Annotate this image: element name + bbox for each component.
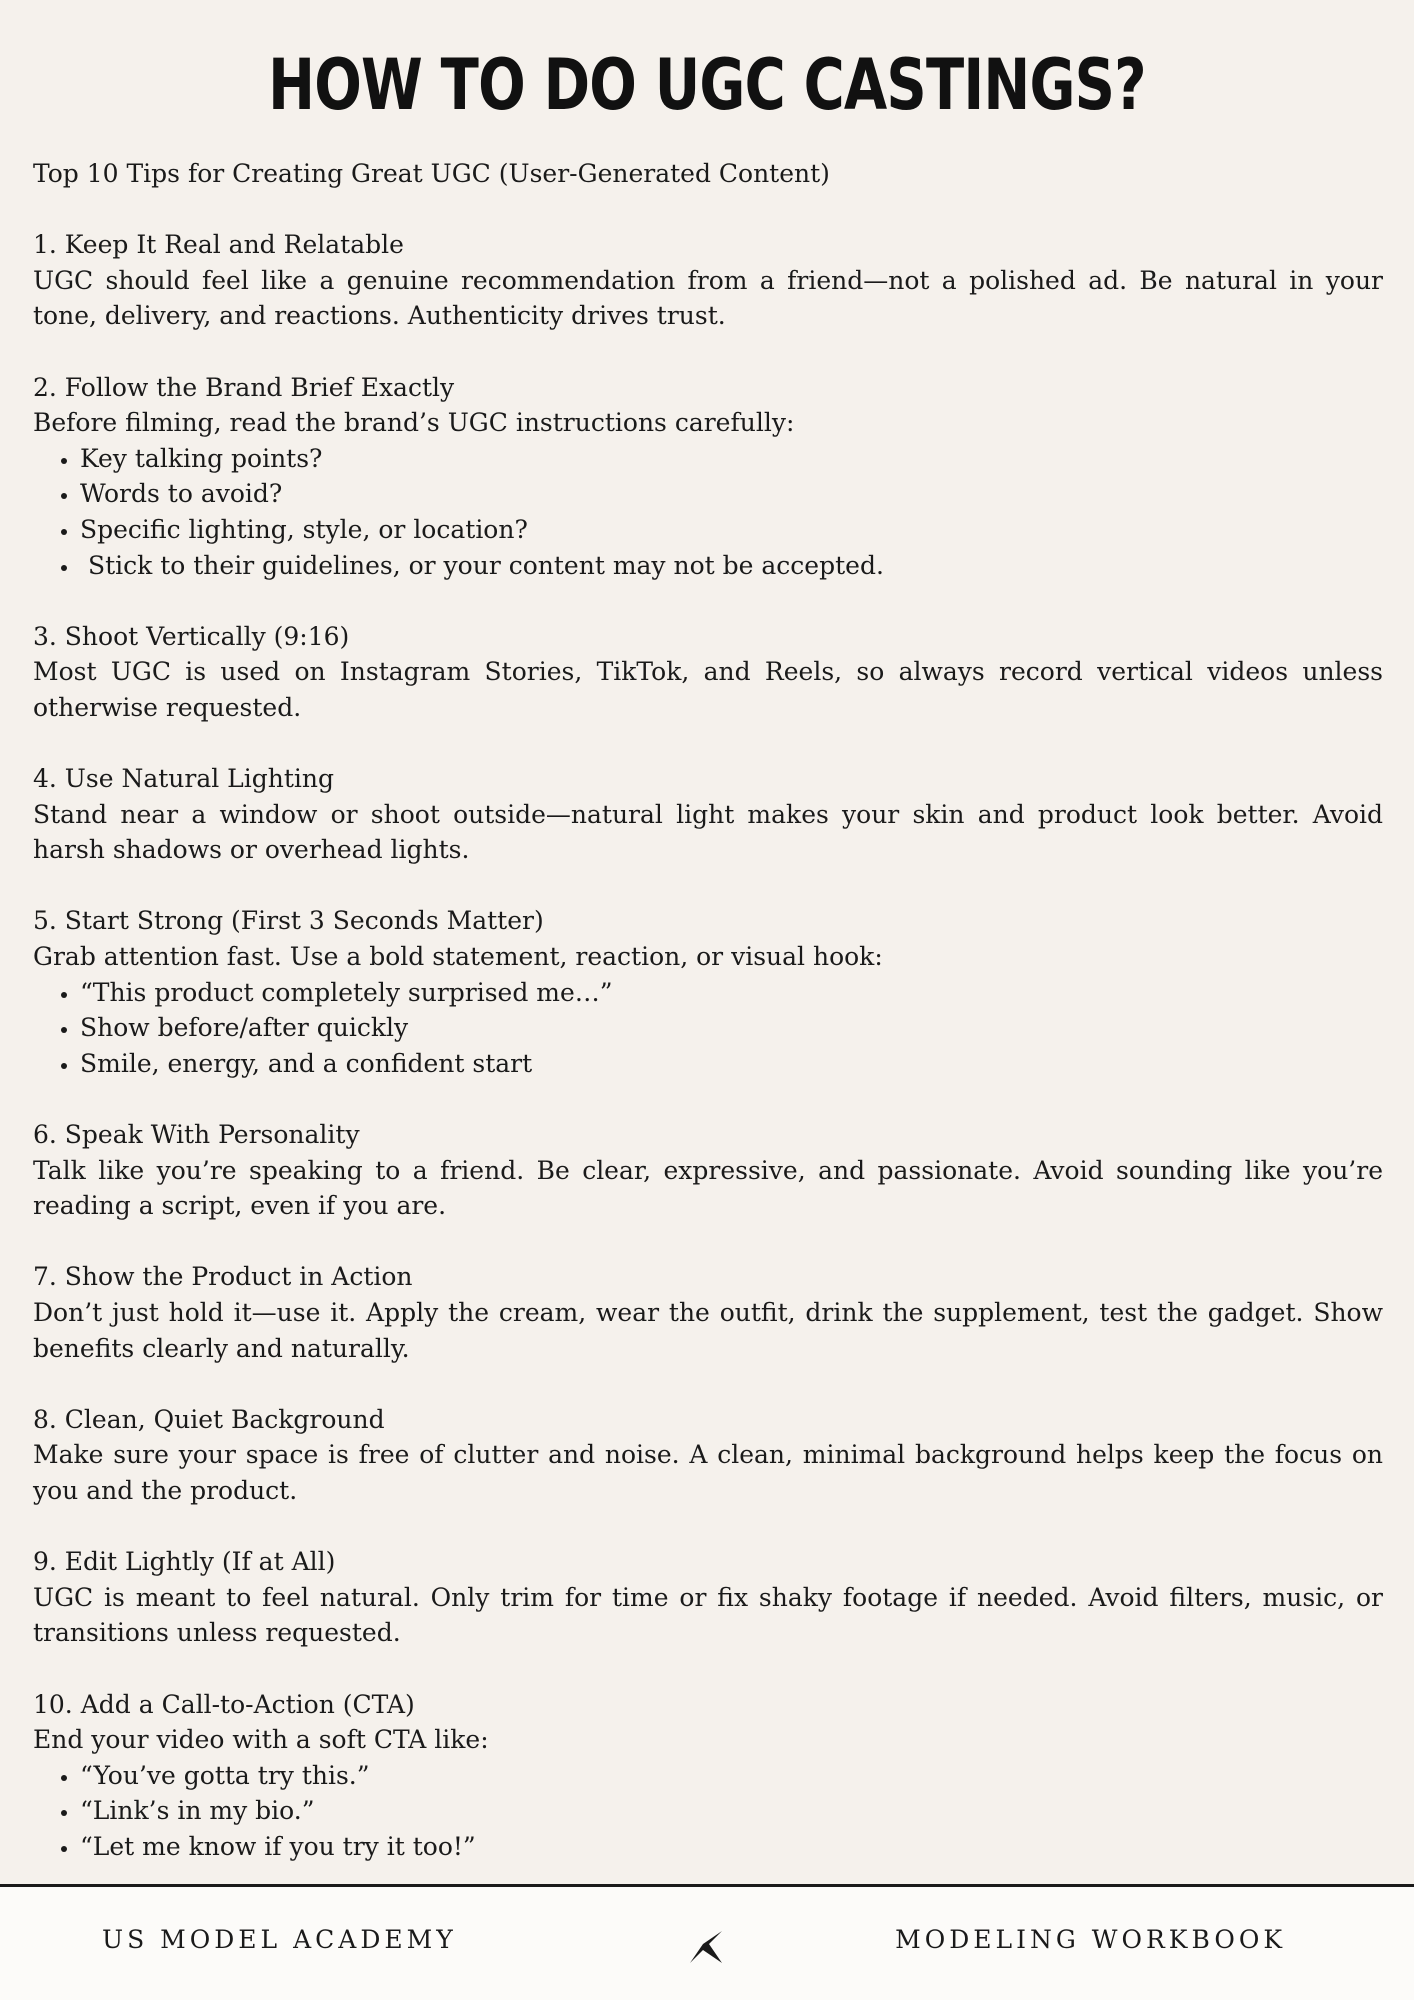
tip-heading: 2. Follow the Brand Brief Exactly xyxy=(33,372,455,402)
tip-section xyxy=(33,761,1383,868)
tip-heading: 7. Show the Product in Action xyxy=(33,1262,413,1292)
tip-bullet: • “This product completely surprised me…” xyxy=(80,975,1383,1011)
tip-section xyxy=(33,227,1383,334)
tip-bullet: • “You’ve gotta try this.” xyxy=(80,1758,1383,1794)
tip-body: End your video with a soft CTA like: xyxy=(33,1725,489,1755)
tip-heading: 4. Use Natural Lighting xyxy=(33,764,335,794)
tip-body: Before filming, read the brand’s UGC instructions carefully: xyxy=(33,408,795,438)
tip-heading: 3. Shoot Vertically (9:16) xyxy=(33,621,350,651)
tip-body: Talk like you’re speaking to a friend. Be clear, expressive, and passionate. Avoid sounding like you’re reading a script, even if you are. xyxy=(33,1155,1383,1221)
tip-heading: 10. Add a Call-to-Action (CTA) xyxy=(33,1689,415,1719)
tip-body: UGC is meant to feel natural. Only trim for time or fix shaky footage if needed. Avoid filters, music, or transitions unless requested. xyxy=(33,1582,1383,1648)
tip-bullet: • Specific lighting, style, or location? xyxy=(80,512,1383,548)
four-point-star-icon xyxy=(688,1929,724,1965)
tip-section xyxy=(33,1117,1383,1224)
footer xyxy=(0,1884,1414,2000)
tip-body: Make sure your space is free of clutter and noise. A clean, minimal background helps keep the focus on you and the product. xyxy=(33,1440,1383,1505)
document-body xyxy=(33,156,1383,1900)
tip-body: Don’t just hold it—use it. Apply the cream, wear the outfit, drink the supplement, test the gadget. Show benefits clearly and naturally. xyxy=(33,1298,1383,1363)
tip-bullet: • Stick to their guidelines, or your content may not be accepted. xyxy=(80,548,1383,584)
tip-bullet: • “Link’s in my bio.” xyxy=(80,1793,1383,1829)
document-subtitle: Top 10 Tips for Creating Great UGC (User-Generated Content) xyxy=(33,159,830,188)
tip-section xyxy=(33,1544,1383,1651)
tip-bullet-list xyxy=(33,975,1383,1082)
tip-heading: 5. Start Strong (First 3 Seconds Matter) xyxy=(33,906,544,936)
tip-heading: 9. Edit Lightly (If at All) xyxy=(33,1547,336,1577)
tip-section xyxy=(33,619,1383,726)
tip-bullet-list xyxy=(33,1758,1383,1865)
page-title: HOW TO DO UGC CASTINGS? xyxy=(268,44,1146,126)
tip-section xyxy=(33,903,1383,1081)
tip-bullet: • “Let me know if you try it too!” xyxy=(80,1829,1383,1865)
tip-bullet: • Key talking points? xyxy=(80,441,1383,477)
tip-section xyxy=(33,370,1383,584)
tip-body: Stand near a window or shoot outside—natural light makes your skin and product look better. Avoid harsh shadows or overhead lights. xyxy=(33,799,1383,865)
tip-bullet: • Words to avoid? xyxy=(80,476,1383,512)
tip-section xyxy=(33,1259,1383,1366)
footer-brand: US MODEL ACADEMY xyxy=(102,1925,457,1954)
tip-bullet: • Show before/after quickly xyxy=(80,1010,1383,1046)
tip-body: Most UGC is used on Instagram Stories, TikTok, and Reels, so always record vertical videos unless otherwise requested. xyxy=(33,657,1383,722)
tip-body: UGC should feel like a genuine recommendation from a friend—not a polished ad. Be natural in your tone, delivery, and reactions. Authenticity drives trust. xyxy=(33,265,1383,331)
footer-workbook: MODELING WORKBOOK xyxy=(895,1925,1286,1954)
tips-list xyxy=(33,227,1383,1864)
tip-bullet-list xyxy=(33,441,1383,583)
tip-section xyxy=(33,1402,1383,1509)
tip-heading: 1. Keep It Real and Relatable xyxy=(33,230,404,260)
tip-bullet: • Smile, energy, and a confident start xyxy=(80,1046,1383,1082)
tip-body: Grab attention fast. Use a bold statement, reaction, or visual hook: xyxy=(33,942,883,972)
tip-heading: 6. Speak With Personality xyxy=(33,1120,360,1150)
tip-section xyxy=(33,1687,1383,1865)
tip-heading: 8. Clean, Quiet Background xyxy=(33,1404,385,1434)
